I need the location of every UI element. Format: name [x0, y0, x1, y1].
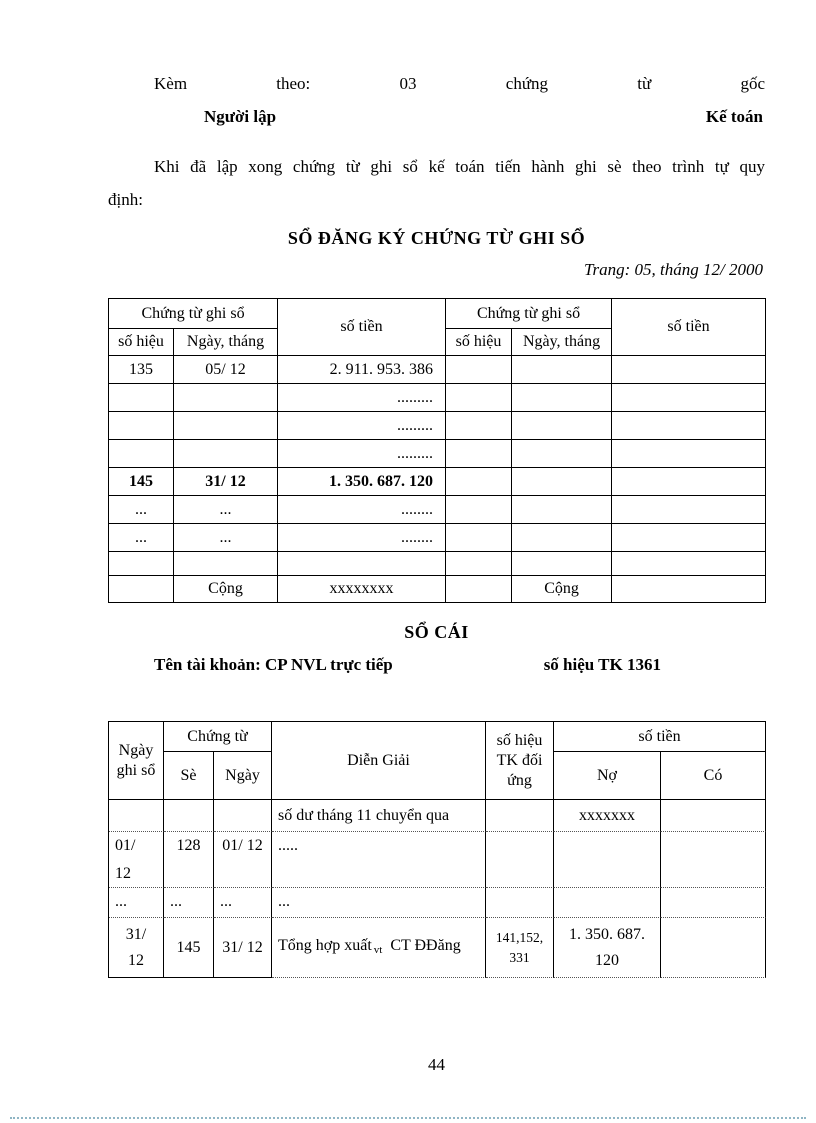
ledger-header-no: Nợ: [554, 752, 661, 800]
cell: 135: [109, 356, 174, 384]
cell: 128: [164, 832, 214, 888]
cell-line: 120: [595, 951, 619, 969]
cell: [554, 918, 661, 978]
ledger-row-total: [109, 918, 766, 978]
cell: số dư tháng 11 chuyển qua: [272, 800, 486, 832]
description-subscript: vt: [373, 943, 383, 956]
cell-line: 31/: [125, 925, 147, 943]
register-row: [109, 440, 766, 468]
register-row: [109, 356, 766, 384]
signer-right-label: Kế toán: [705, 107, 763, 126]
account-name-label: Tên tài khoản: CP NVL trực tiếp: [154, 655, 393, 674]
cell: [554, 832, 661, 888]
cell: [109, 412, 174, 440]
header-line: ứng: [507, 771, 532, 789]
cell: 145: [164, 918, 214, 978]
cell: [109, 440, 174, 468]
cell: 145: [109, 468, 174, 496]
cell: [214, 800, 272, 832]
cell: [486, 888, 554, 918]
cell: [109, 832, 164, 888]
header-line: TK đối: [496, 751, 543, 769]
ledger-header-so-tien: số tiền: [554, 722, 766, 752]
cell: [661, 832, 766, 888]
cell: [512, 468, 612, 496]
ledger-row: [109, 832, 766, 888]
header-line: số hiệu: [496, 731, 543, 749]
register-header-ngay-thang-right: Ngày, tháng: [512, 329, 612, 356]
header-line: ghi sổ: [116, 761, 156, 779]
cell: [446, 356, 512, 384]
cell-line: 12: [115, 865, 131, 882]
cell: ...: [272, 888, 486, 918]
cell: [512, 412, 612, 440]
cell: xxxxxxxx: [278, 576, 446, 603]
register-table: [108, 298, 766, 603]
register-row-cong: [109, 576, 766, 603]
register-row: [109, 524, 766, 552]
cell: [512, 524, 612, 552]
cell: [512, 356, 612, 384]
cell: [661, 800, 766, 832]
cell: 05/ 12: [174, 356, 278, 384]
cell: [446, 524, 512, 552]
register-header-group-left: Chứng từ ghi sổ: [109, 299, 278, 329]
cell: [612, 356, 766, 384]
register-header-so-hieu-right: số hiệu: [446, 329, 512, 356]
cell: ...: [174, 524, 278, 552]
cell: [612, 412, 766, 440]
register-header-ngay-thang-left: Ngày, tháng: [174, 329, 278, 356]
cell: [612, 576, 766, 603]
ledger-title: SỔ CÁI: [404, 622, 469, 642]
cell: ...: [109, 496, 174, 524]
cell: .........: [278, 384, 446, 412]
cell-line: 1. 350. 687.: [569, 925, 645, 943]
cell: ...: [164, 888, 214, 918]
ledger-row: [109, 888, 766, 918]
cell: [446, 552, 512, 576]
cell: [612, 384, 766, 412]
cell-line: 12: [128, 951, 144, 969]
cell: [612, 496, 766, 524]
cell-line: 01/: [115, 837, 136, 854]
cell: [612, 524, 766, 552]
page-number: 44: [428, 1055, 445, 1074]
cell: 31/ 12: [174, 468, 278, 496]
cell: [661, 888, 766, 918]
cell: [512, 496, 612, 524]
cell: ...: [214, 888, 272, 918]
cell: [446, 576, 512, 603]
cell: [272, 918, 486, 978]
cell: xxxxxxx: [554, 800, 661, 832]
cell: 1. 350. 687. 120: [278, 468, 446, 496]
cell: ...: [109, 888, 164, 918]
cell: [446, 468, 512, 496]
ledger-header-se: Sè: [164, 752, 214, 800]
ledger-table: [108, 721, 766, 978]
cell: [174, 412, 278, 440]
ledger-header-chung-tu: Chứng từ: [164, 722, 272, 752]
cell: [446, 496, 512, 524]
cell: [612, 440, 766, 468]
cell: Cộng: [512, 576, 612, 603]
cell: [109, 800, 164, 832]
register-title: SỔ ĐĂNG KÝ CHỨNG TỪ GHI SỔ: [287, 228, 586, 248]
attachment-line: Kèm theo: 03 chứng từ gốc: [154, 74, 765, 93]
register-row-total-145: [109, 468, 766, 496]
register-row: [109, 412, 766, 440]
cell: [109, 384, 174, 412]
register-header-so-hieu-left: số hiệu: [109, 329, 174, 356]
cell: Cộng: [174, 576, 278, 603]
cell: 2. 911. 953. 386: [278, 356, 446, 384]
description-text: Tổng hợp xuất: [278, 936, 372, 954]
ledger-row-opening-balance: [109, 800, 766, 832]
intro-paragraph: [108, 150, 765, 216]
ledger-header-ngay: Ngày: [214, 752, 272, 800]
cell: [486, 918, 554, 978]
paragraph-line-1: Khi đã lập xong chứng từ ghi sổ kế toán tiến hành ghi sè theo trình tự quy: [154, 157, 765, 176]
cell: [612, 552, 766, 576]
header-line: Ngày: [118, 741, 154, 759]
cell-line: 141,152,: [495, 929, 544, 945]
register-header-so-tien-right: số tiền: [612, 299, 766, 356]
cell: 31/ 12: [214, 918, 272, 978]
paragraph-line-2: định:: [108, 190, 143, 209]
cell: [174, 440, 278, 468]
cell: [174, 552, 278, 576]
cell: [446, 440, 512, 468]
cell: ........: [278, 496, 446, 524]
cell: [164, 800, 214, 832]
account-number-label: số hiệu TK 1361: [543, 655, 661, 674]
cell: [278, 552, 446, 576]
ledger-account-row: [108, 653, 765, 677]
cell: [446, 412, 512, 440]
cell: 01/ 12: [214, 832, 272, 888]
ledger-header-ngay-ghi-so: [109, 722, 164, 800]
cell: [612, 468, 766, 496]
cell: [512, 440, 612, 468]
cell: .........: [278, 440, 446, 468]
cell: ...: [174, 496, 278, 524]
page-bottom-divider: [10, 1117, 806, 1119]
cell: [109, 918, 164, 978]
cell: [486, 800, 554, 832]
cell: [486, 832, 554, 888]
register-header-so-tien-left: số tiền: [278, 299, 446, 356]
description-text: CT ĐĐăng: [390, 936, 461, 954]
register-row: [109, 496, 766, 524]
cell: [512, 552, 612, 576]
cell: .........: [278, 412, 446, 440]
page-content: [108, 0, 765, 1076]
signer-left-label: Người lập: [204, 107, 277, 126]
cell: ........: [278, 524, 446, 552]
ledger-header-co: Có: [661, 752, 766, 800]
register-header-group-right: Chứng từ ghi sổ: [446, 299, 612, 329]
cell: [661, 918, 766, 978]
cell-line: 331: [509, 949, 530, 965]
cell: [446, 384, 512, 412]
cell: [554, 888, 661, 918]
register-row-empty: [109, 552, 766, 576]
cell: [109, 576, 174, 603]
register-row: [109, 384, 766, 412]
register-subtitle: Trang: 05, tháng 12/ 2000: [584, 260, 763, 279]
cell: ...: [109, 524, 174, 552]
signature-row: [108, 106, 765, 128]
cell: [174, 384, 278, 412]
cell: [512, 384, 612, 412]
ledger-header-dien-giai: Diễn Giải: [272, 722, 486, 800]
ledger-header-tk-doi-ung: [486, 722, 554, 800]
cell: .....: [272, 832, 486, 888]
cell: [109, 552, 174, 576]
